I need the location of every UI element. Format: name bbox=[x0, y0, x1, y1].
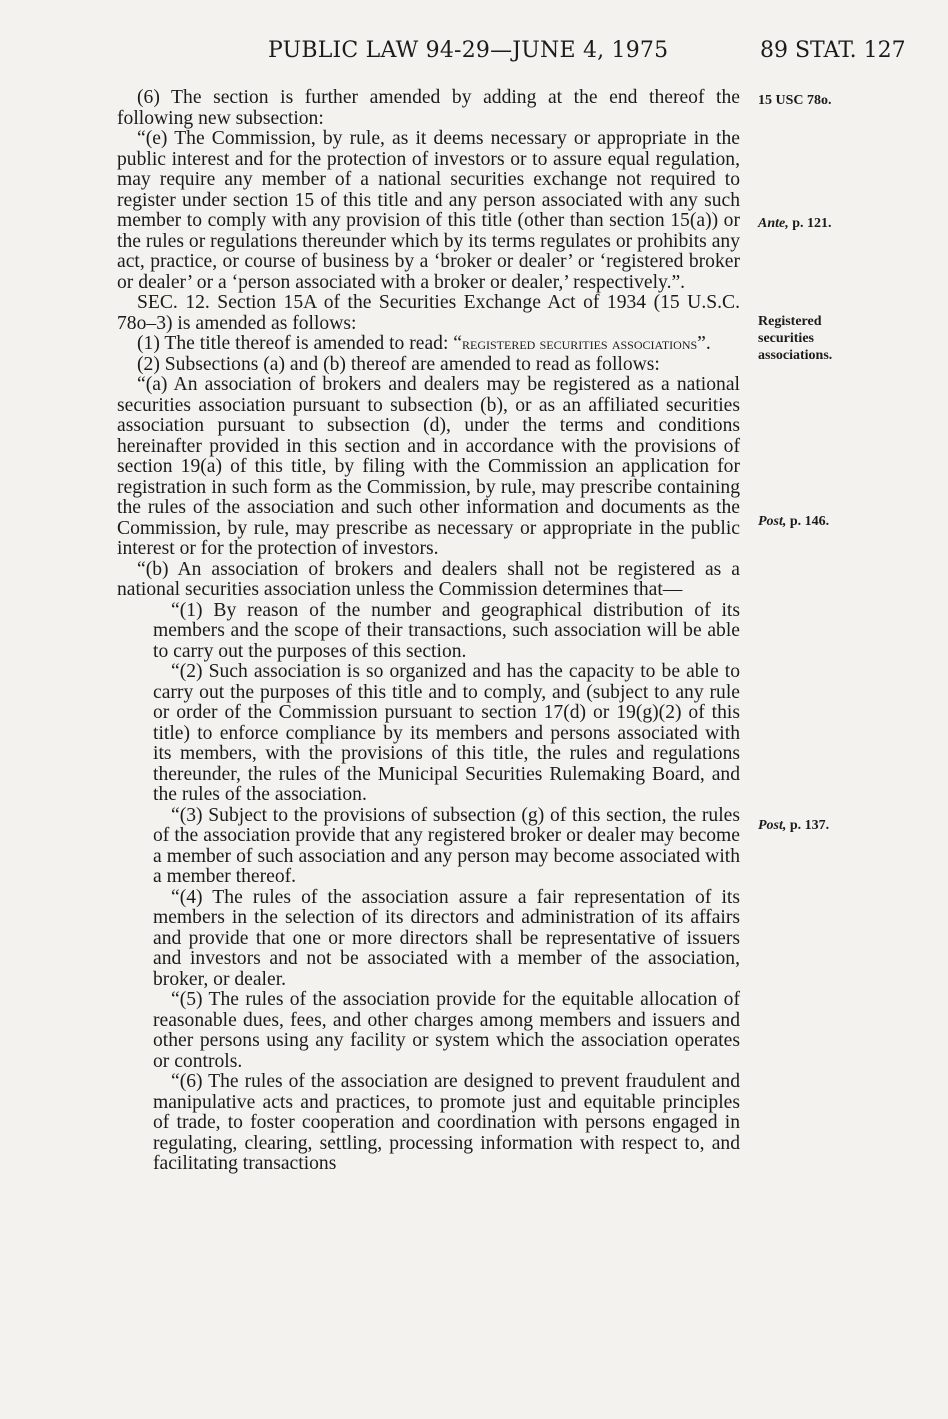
subsection-a: “(a) An association of brokers and dealers may be registered as a national securities association pursuant to subsection (b), or as an affiliated securities association pursuant to subsection (d), under the terms and conditions hereinafter provided in this section and in accordance with the provisions of section 19(a) of this title, by filing with the Commission an application for registration in such form as the Commission, by rule, may prescribe containing the rules of the association and such other information and documents as the Commission, by rule, may prescribe as necessary or appropriate in the public interest or for the protection of investors. bbox=[117, 374, 740, 559]
clause-4: “(4) The rules of the association assure a fair representation of its members in the selection of its directors and administration of its affairs and provide that one or more directors shall be representative of issuers and investors and not be associated with a member of the association, broker, or dealer. bbox=[153, 886, 740, 990]
title-amendment-lead: (1) The title thereof is amended to read: “ bbox=[137, 333, 462, 354]
subsections-amendment: (2) Subsections (a) and (b) thereof are amended to read as follows: bbox=[137, 353, 660, 375]
margin-note-ante-ref: Ante, bbox=[758, 216, 789, 231]
clause-6: “(6) The rules of the association are designed to prevent fraudulent and manipulative acts and practices, to promote just and equitable principles of trade, to foster cooperation and coordination with persons engaged in regulating, clearing, settling, processing information with respect to, and facilitating transactions bbox=[153, 1071, 740, 1174]
margin-note-post-146-page: p. 146. bbox=[786, 514, 830, 529]
margin-note-post-146-ref: Post, bbox=[758, 514, 787, 529]
title-amendment-new-title: registered securities associations bbox=[461, 334, 698, 353]
title-amendment bbox=[117, 334, 740, 355]
margin-note-usc: 15 USC 78o. bbox=[758, 93, 832, 108]
title-amendment-tail: ”. bbox=[697, 333, 711, 354]
margin-note-post-137-ref: Post, bbox=[758, 818, 787, 833]
statute-page-number: 89 STAT. 127 bbox=[760, 38, 906, 63]
running-header-title: PUBLIC LAW 94-29—JUNE 4, 1975 bbox=[268, 38, 669, 63]
clause-3: “(3) Subject to the provisions of subsection (g) of this section, the rules of the association provide that any registered broker or dealer may become a member of such association and any person may become associated with a member thereof. bbox=[153, 804, 740, 887]
margin-note-post-137-page: p. 137. bbox=[786, 818, 830, 833]
clause-2: “(2) Such association is so organized and has the capacity to be able to carry out the purposes of this title and to comply, and (subject to any rule or order of the Commission pursuant to section 17(d) or 19(g)(2) of this title) to enforce compliance by its members and persons associated with its members, with the provisions of this title, the rules and regulations thereunder, the rules of the Municipal Securities Rulemaking Board, and the rules of the association. bbox=[153, 661, 740, 805]
margin-note-registered: Registered securities associations. bbox=[758, 314, 833, 363]
statute-body bbox=[117, 88, 740, 1175]
margin-note-post-137 bbox=[758, 817, 868, 834]
subsection-e: “(e) The Commission, by rule, as it deems necessary or appropriate in the public interest and for the protection of investors or to assure equal regulation, may require any member of a national securities exchange not required to register under section 15 of this title and any person associated with any such member to comply with any provision of this title (other than section 15(a)) or the rules or regulations thereunder which by its terms regulates or prohibits any act, practice, or course of business by a ‘broker or dealer’ or ‘registered broker or dealer’ or a ‘person associated with a broker or dealer,’ respectively.”. bbox=[117, 128, 740, 293]
margin-note-ante-page: p. 121. bbox=[788, 216, 832, 231]
subsection-b: “(b) An association of brokers and dealers shall not be registered as a national securities association unless the Commission determines that— bbox=[117, 558, 740, 600]
margin-note-ante bbox=[758, 215, 868, 232]
section-12-heading: SEC. 12. Section 15A of the Securities Exchange Act of 1934 (15 U.S.C. 78o–3) is amended as follows: bbox=[117, 292, 740, 334]
margin-note-post-146 bbox=[758, 513, 868, 530]
paragraph-6-amendment: (6) The section is further amended by adding at the end thereof the following new subsection: bbox=[117, 87, 740, 129]
clause-1: “(1) By reason of the number and geographical distribution of its members and the scope of their transactions, such association will be able to carry out the purposes of this section. bbox=[153, 599, 740, 662]
clause-5: “(5) The rules of the association provide for the equitable allocation of reasonable dues, fees, and other charges among members and issuers and other persons using any facility or system which the association operates or controls. bbox=[153, 989, 740, 1072]
